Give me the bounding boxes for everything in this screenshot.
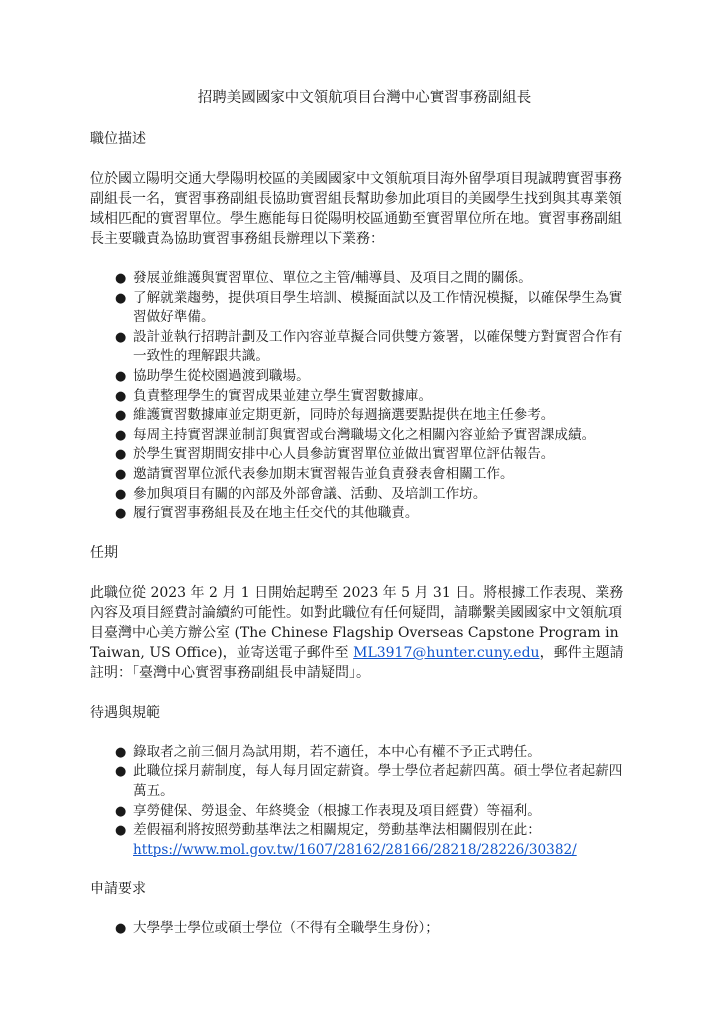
bullet-icon: ● [115, 271, 127, 286]
bullet-icon: ● [115, 921, 127, 937]
list-item: ● 差假福利將按照勞動基準法之相關規定，勞動基準法相關假別在此： https://www.mol.gov.tw/1607/28162/28166/28218/28226/30382/ [115, 822, 577, 858]
list-item: ● 參加與項目有關的內部及外部會議、活動、及培訓工作坊。 [90, 485, 633, 505]
bullet-icon: ● [115, 744, 127, 760]
requirements-list [90, 919, 633, 939]
term-paragraph: 此職位從 2023 年 2 月 1 日開始起聘至 2023 年 5 月 31 日。將根據工作表現、業務內容及項目經費討論續約可能性。如對此職位有任何疑問，請聯繫美國國家中文領航項目臺灣中心美方辦公室 (The Chinese Flagship Overseas Capstone Program in Taiwan, US Office)，並寄送電子郵件至 ML3917@hunter.cuny.edu，郵件主題請註明：「臺灣中心實習事務副組長申請疑問」。 [90, 584, 624, 681]
list-item: ● 負責整理學生的實習成果並建立學生實習數據庫。 [90, 387, 633, 407]
list-item: ● 大學學士學位或碩士學位（不得有全職學生身份）； [90, 919, 633, 939]
bullet-icon: ● [115, 506, 127, 522]
bullet-icon: ● [115, 290, 127, 306]
term-heading: 任期 [90, 544, 118, 561]
page-title: 招聘美國國家中文領航項目台灣中心實習事務副組長 [197, 90, 532, 106]
list-item: ● 發展並維護與實習單位、單位之主管/輔導員、及項目之間的關係。 [90, 269, 633, 289]
benefits-heading: 待遇與規範 [90, 704, 160, 721]
requirements-heading: 申請要求 [90, 881, 146, 898]
list-item: ● 了解就業趨勢，提供項目學生培訓、模擬面試以及工作情況模擬，以確保學生為實習做好準備。 [115, 289, 623, 326]
list-item: ● 每周主持實習課並制訂與實習或台灣職場文化之相關內容並給予實習課成績。 [90, 426, 633, 446]
list-item: ● 享勞健保、勞退金、年終獎金（根據工作表現及項目經費）等福利。 [90, 802, 633, 822]
list-item: ● 設計並執行招聘計劃及工作內容並草擬合同供雙方簽署，以確保雙方對實習合作有一致性的理解跟共識。 [115, 328, 623, 365]
list-item: ● 此職位採月薪制度，每人每月固定薪資。學士學位者起薪四萬。碩士學位者起薪四萬五。 [115, 763, 623, 799]
bullet-icon: ● [115, 388, 127, 404]
contact-email-link[interactable]: ML3917@hunter.cuny.edu [353, 644, 540, 661]
labor-law-link[interactable]: https://www.mol.gov.tw/1607/28162/28166/28218/28226/30382/ [133, 841, 577, 858]
bullet-icon: ● [115, 329, 127, 345]
list-item: ● 協助學生從校園過渡到職場。 [90, 367, 633, 387]
bullet-icon: ● [115, 447, 127, 463]
list-item: ● 維護實習數據庫並定期更新，同時於每週摘選要點提供在地主任參考。 [90, 406, 633, 426]
description-heading: 職位描述 [90, 131, 146, 147]
bullet-icon: ● [115, 466, 127, 482]
bullet-icon: ● [115, 803, 127, 819]
bullet-icon: ● [115, 408, 127, 424]
list-item: ● 邀請實習單位派代表參加期末實習報告並負責發表會相關工作。 [90, 465, 633, 485]
description-paragraph: 位於國立陽明交通大學陽明校區的美國國家中文領航項目海外留學項目現誠聘實習事務副組長一名，實習事務副組長協助實習組長幫助參加此項目的美國學生找到與其專業領域相匹配的實習單位。學生應能每日從陽明校區通勤至實習單位所在地。實習事務副組長主要職責為協助實習事務組長辦理以下業務： [90, 171, 622, 247]
bullet-icon: ● [115, 823, 127, 839]
bullet-icon: ● [115, 368, 127, 384]
list-item: ● 於學生實習期間安排中心人員參訪實習單位並做出實習單位評估報告。 [90, 445, 633, 465]
benefits-list [90, 743, 633, 861]
list-item: ● 履行實習事務組長及在地主任交代的其他職責。 [90, 504, 633, 524]
bullet-icon: ● [115, 486, 127, 502]
duties-list [90, 269, 633, 524]
bullet-icon: ● [115, 427, 127, 443]
list-item: ● 錄取者之前三個月為試用期，若不適任，本中心有權不予正式聘任。 [90, 743, 633, 763]
bullet-icon: ● [115, 764, 127, 780]
